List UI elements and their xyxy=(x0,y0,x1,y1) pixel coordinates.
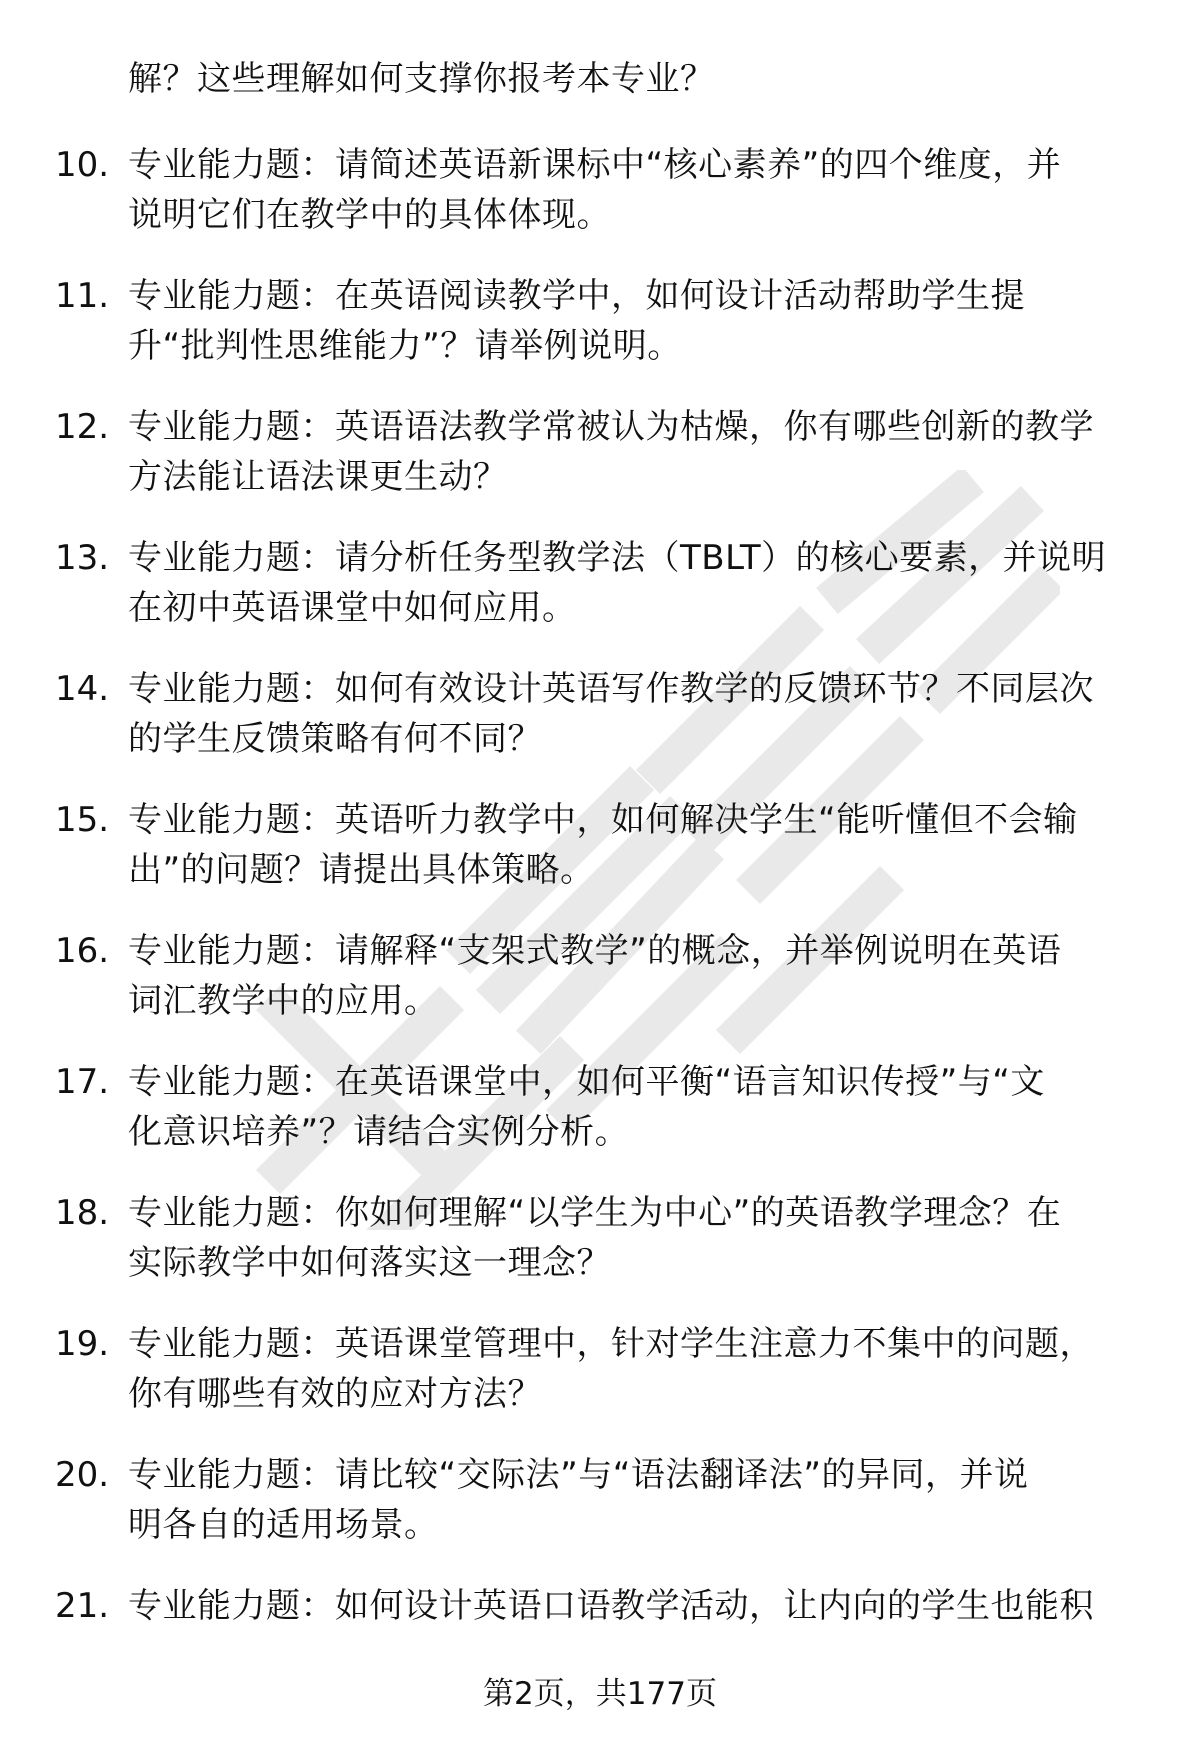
question-line: 词汇教学中的应用。 xyxy=(128,981,439,1021)
question-line: 专业能力题：你如何理解“以学生为中心”的英语教学理念？在 xyxy=(128,1193,1062,1233)
question-item xyxy=(0,926,1200,1057)
question-text xyxy=(128,402,1153,502)
question-number: 10. xyxy=(55,145,110,185)
question-number: 19. xyxy=(55,1324,110,1364)
question-number: 16. xyxy=(55,931,110,971)
question-text xyxy=(128,1581,1153,1631)
question-line: 专业能力题：英语听力教学中，如何解决学生“能听懂但不会输 xyxy=(128,800,1078,840)
question-line: 专业能力题：请分析任务型教学法（TBLT）的核心要素，并说明 xyxy=(128,538,1107,578)
question-line: 专业能力题：如何设计英语口语教学活动，让内向的学生也能积 xyxy=(128,1586,1094,1626)
question-text xyxy=(128,533,1153,633)
question-line: 专业能力题：英语语法教学常被认为枯燥，你有哪些创新的教学 xyxy=(128,407,1094,447)
continuation-text: 解？这些理解如何支撑你报考本专业？ xyxy=(128,59,715,99)
question-line: 专业能力题：如何有效设计英语写作教学的反馈环节？不同层次 xyxy=(128,669,1094,709)
question-text xyxy=(128,140,1153,240)
question-line: 专业能力题：请简述英语新课标中“核心素养”的四个维度，并 xyxy=(128,145,1062,185)
page-footer: 第2页，共177页 xyxy=(483,1676,717,1712)
question-item xyxy=(0,271,1200,402)
question-line: 化意识培养”？请结合实例分析。 xyxy=(128,1112,630,1152)
question-line: 专业能力题：请解释“支架式教学”的概念，并举例说明在英语 xyxy=(128,931,1062,971)
question-line: 实际教学中如何落实这一理念？ xyxy=(128,1243,611,1283)
question-line: 方法能让语法课更生动？ xyxy=(128,457,508,497)
question-number: 17. xyxy=(55,1062,110,1102)
question-line: 明各自的适用场景。 xyxy=(128,1505,439,1545)
question-item xyxy=(0,795,1200,926)
question-text xyxy=(128,1188,1153,1288)
question-item xyxy=(0,1057,1200,1188)
question-number: 21. xyxy=(55,1586,110,1626)
question-number: 18. xyxy=(55,1193,110,1233)
question-line: 专业能力题：请比较“交际法”与“语法翻译法”的异同，并说 xyxy=(128,1455,1029,1495)
question-line: 专业能力题：英语课堂管理中，针对学生注意力不集中的问题， xyxy=(128,1324,1094,1364)
question-number: 15. xyxy=(55,800,110,840)
question-line: 出”的问题？请提出具体策略。 xyxy=(128,850,595,890)
question-number: 11. xyxy=(55,276,110,316)
question-list xyxy=(0,140,1200,1712)
question-line: 在初中英语课堂中如何应用。 xyxy=(128,588,577,628)
question-text xyxy=(128,1319,1153,1419)
question-item xyxy=(0,1188,1200,1319)
question-line: 升“批判性思维能力”？请举例说明。 xyxy=(128,326,682,366)
question-line: 专业能力题：在英语阅读教学中，如何设计活动帮助学生提 xyxy=(128,276,1025,316)
question-line: 专业能力题：在英语课堂中，如何平衡“语言知识传授”与“文 xyxy=(128,1062,1045,1102)
question-number: 12. xyxy=(55,407,110,447)
question-number: 20. xyxy=(55,1455,110,1495)
question-line: 的学生反馈策略有何不同？ xyxy=(128,719,542,759)
question-text xyxy=(128,271,1153,371)
question-item xyxy=(0,533,1200,664)
question-text xyxy=(128,1450,1153,1550)
question-number: 14. xyxy=(55,669,110,709)
question-item xyxy=(0,402,1200,533)
question-text xyxy=(128,664,1153,764)
question-item xyxy=(0,664,1200,795)
question-text xyxy=(128,795,1153,895)
question-text xyxy=(128,926,1153,1026)
question-number: 13. xyxy=(55,538,110,578)
question-line: 你有哪些有效的应对方法？ xyxy=(128,1374,542,1414)
question-text xyxy=(128,1057,1153,1157)
question-line: 说明它们在教学中的具体体现。 xyxy=(128,195,611,235)
question-item xyxy=(0,140,1200,271)
question-item xyxy=(0,1319,1200,1450)
question-item xyxy=(0,1450,1200,1581)
